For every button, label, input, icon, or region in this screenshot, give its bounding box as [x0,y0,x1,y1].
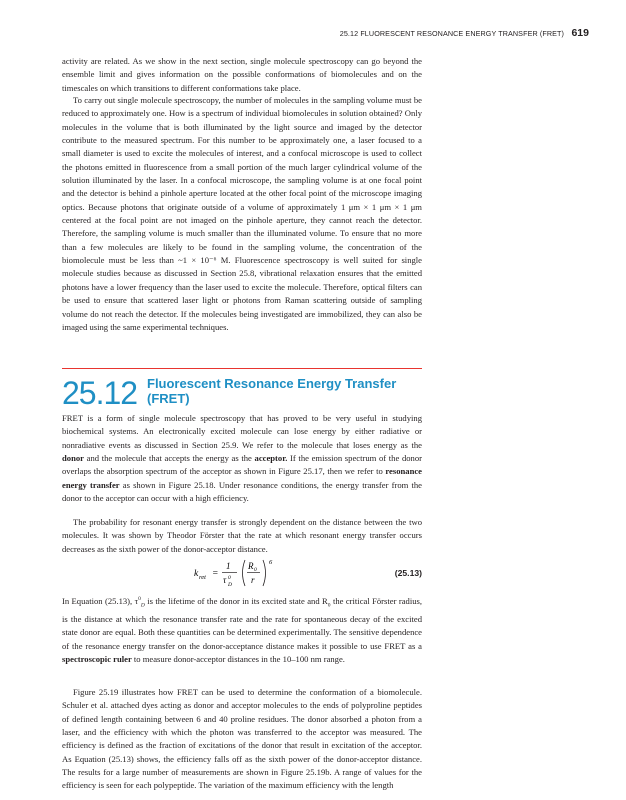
term-resonance-energy-transfer: resonance energy transfer [62,466,422,490]
fret-intro-paragraph [62,412,422,505]
eq-lhs: k [194,569,199,579]
eq-frac-den: τ [223,575,227,585]
fret-text-4: as shown in Figure 25.18. Under resonance conditions, the energy transfer from the donor to the acceptor can occur with a high efficiency. [62,479,422,504]
equation-25-13 [62,556,422,590]
equation-math [182,556,352,590]
eq-lhs-sub: ret [199,574,206,581]
eq-ratio-num-sub: 0 [254,567,257,573]
probability-paragraph: The probability for resonant energy transfer is strongly dependent on the distance between the two molecules. It was shown by Theodor Förster that the rate at which resonant energy transfer occurs decreases as the sixth power of the donor-acceptor distance. [62,517,422,554]
tau-sub: D [140,602,145,609]
equation-explanation-paragraph [62,593,422,666]
section-title: Fluorescent Resonance Energy Transfer (FRET) [147,376,397,406]
eq-left-paren [243,560,246,586]
eq-frac-den-sub: D [228,582,232,588]
eq-exponent: 6 [269,559,273,566]
tau-sup: 0 [138,596,141,602]
eq-frac-den-sup: 0 [228,575,231,581]
term-acceptor: acceptor. [254,453,288,464]
page-number: 619 [571,27,589,39]
after-eq-text-1: In Equation (25.13), τ [62,595,139,606]
eq-ratio-den: r [251,575,255,585]
intro-paragraph-2: To carry out single molecule spectroscopy, the number of molecules in the sampling volume must be reduced to approximately one. How is a spectrum of individual biomolecules in solution obtained? Only molecules in the volume that is both illuminated by the light source and imaged by the detector contribute to the measured spectrum. For this number to be approximately one, a laser focused to a small diameter is used to excite the molecules of interest, and a confocal microscope is used to collect the photons emitted in fluorescence from a small portion of the much larger cylindrical volume of the solution illuminated by the laser. In a confocal microscope, the sampling volume is at one focal point and the detector is behind a pinhole aperture located at the other focal point of the microscope imaging optics. Because photons that originate outside of a volume of approximately 1 μm × 1 μm × 1 μm centered at the focal point are not imaged on the pinhole aperture, they cannot reach the detector. Therefore, the sampling volume is much smaller than the illuminated volume. To ensure that no more than a few molecules are likely to be found in the sampling volume, the concentration of the biomolecule must be less than ~1 × 10⁻⁶ M. Fluorescence spectroscopy is well suited for single molecule studies because as discussed in Section 25.8, vibrational relaxation ensures that the emitted photons have a lower frequency than the laser used to excite the molecule. Therefore, optical filters can be used to ensure that scattered laser light or photons from Raman scattering outside of sampling volume do not reach the detector. If the molecules being investigated are immobilized, they can also be imaged using the same experimental techniques. [62,95,422,332]
after-eq-text-2: is the lifetime of the donor in its excited state and R [144,595,328,606]
r0-sub: 0 [327,602,331,609]
section-number: 25.12 [62,375,138,411]
term-donor: donor [62,453,84,464]
after-eq-text-4: to measure donor-acceptor distances in the 10–100 nm range. [131,653,345,664]
running-head: 25.12 FLUORESCENT RESONANCE ENERGY TRANSFER (FRET) [339,29,564,38]
fret-text-2: and the molecule that accepts the energy as the [83,453,255,464]
figure-paragraph: Figure 25.19 illustrates how FRET can be used to determine the conformation of a biomolecule. Schuler et al. attached dyes acting as donor and acceptor molecules to the ends of polyproline peptides of defined length containing between 6 and 40 proline residues. The donor absorbed a photon from a laser, and the efficiency with which the photon was transferred to the acceptor was measured. The efficiency is defined as the fraction of excitations of the donor that result in excitation of the acceptor. As Equation (25.13) shows, the efficiency falls off as the sixth power of the donor-acceptor distance. The results for a large number of measurements are shown in Figure 25.19b. A range of values for the efficiency is seen for each polypeptide. The variation of the maximum efficiency with the length [62,687,422,791]
term-spectroscopic-ruler: spectroscopic ruler [62,653,132,664]
section-rule [62,368,422,369]
intro-paragraph-1: activity are related. As we show in the next section, single molecule spectroscopy can go beyond the ensemble limit and gives information on the possible conformations of biomolecules and on the timescales on which transitions to different conformations take place. [62,56,422,93]
eq-frac-num: 1 [226,561,231,571]
fret-text-1: FRET is a form of single molecule spectroscopy that has proved to be very useful in studying biochemical systems. An electronically excited molecule can lose energy by either radiative or nonradiative events as discussed in Section 25.9. We refer to the molecule that loses energy as the [62,413,422,450]
fret-text-3: If the emission spectrum of the donor overlaps the absorption spectrum of the acceptor as shown in Figure 25.17, then we refer to [62,453,422,477]
eq-right-paren [263,560,266,586]
equation-number: (25.13) [394,568,422,578]
eq-equals: = [212,569,219,579]
eq-ratio-num: R [248,561,254,571]
after-eq-text-3: the critical Förster radius, is the distance at which the resonance transfer rate and the rate for spontaneous decay of the excited state donor are equal. Both these quantities can be determined experimentally. The sensitive dependence of the resonance energy transfer on the donor-acceptance distance makes it possible to use FRET as a [62,595,423,651]
page-header [0,27,626,41]
